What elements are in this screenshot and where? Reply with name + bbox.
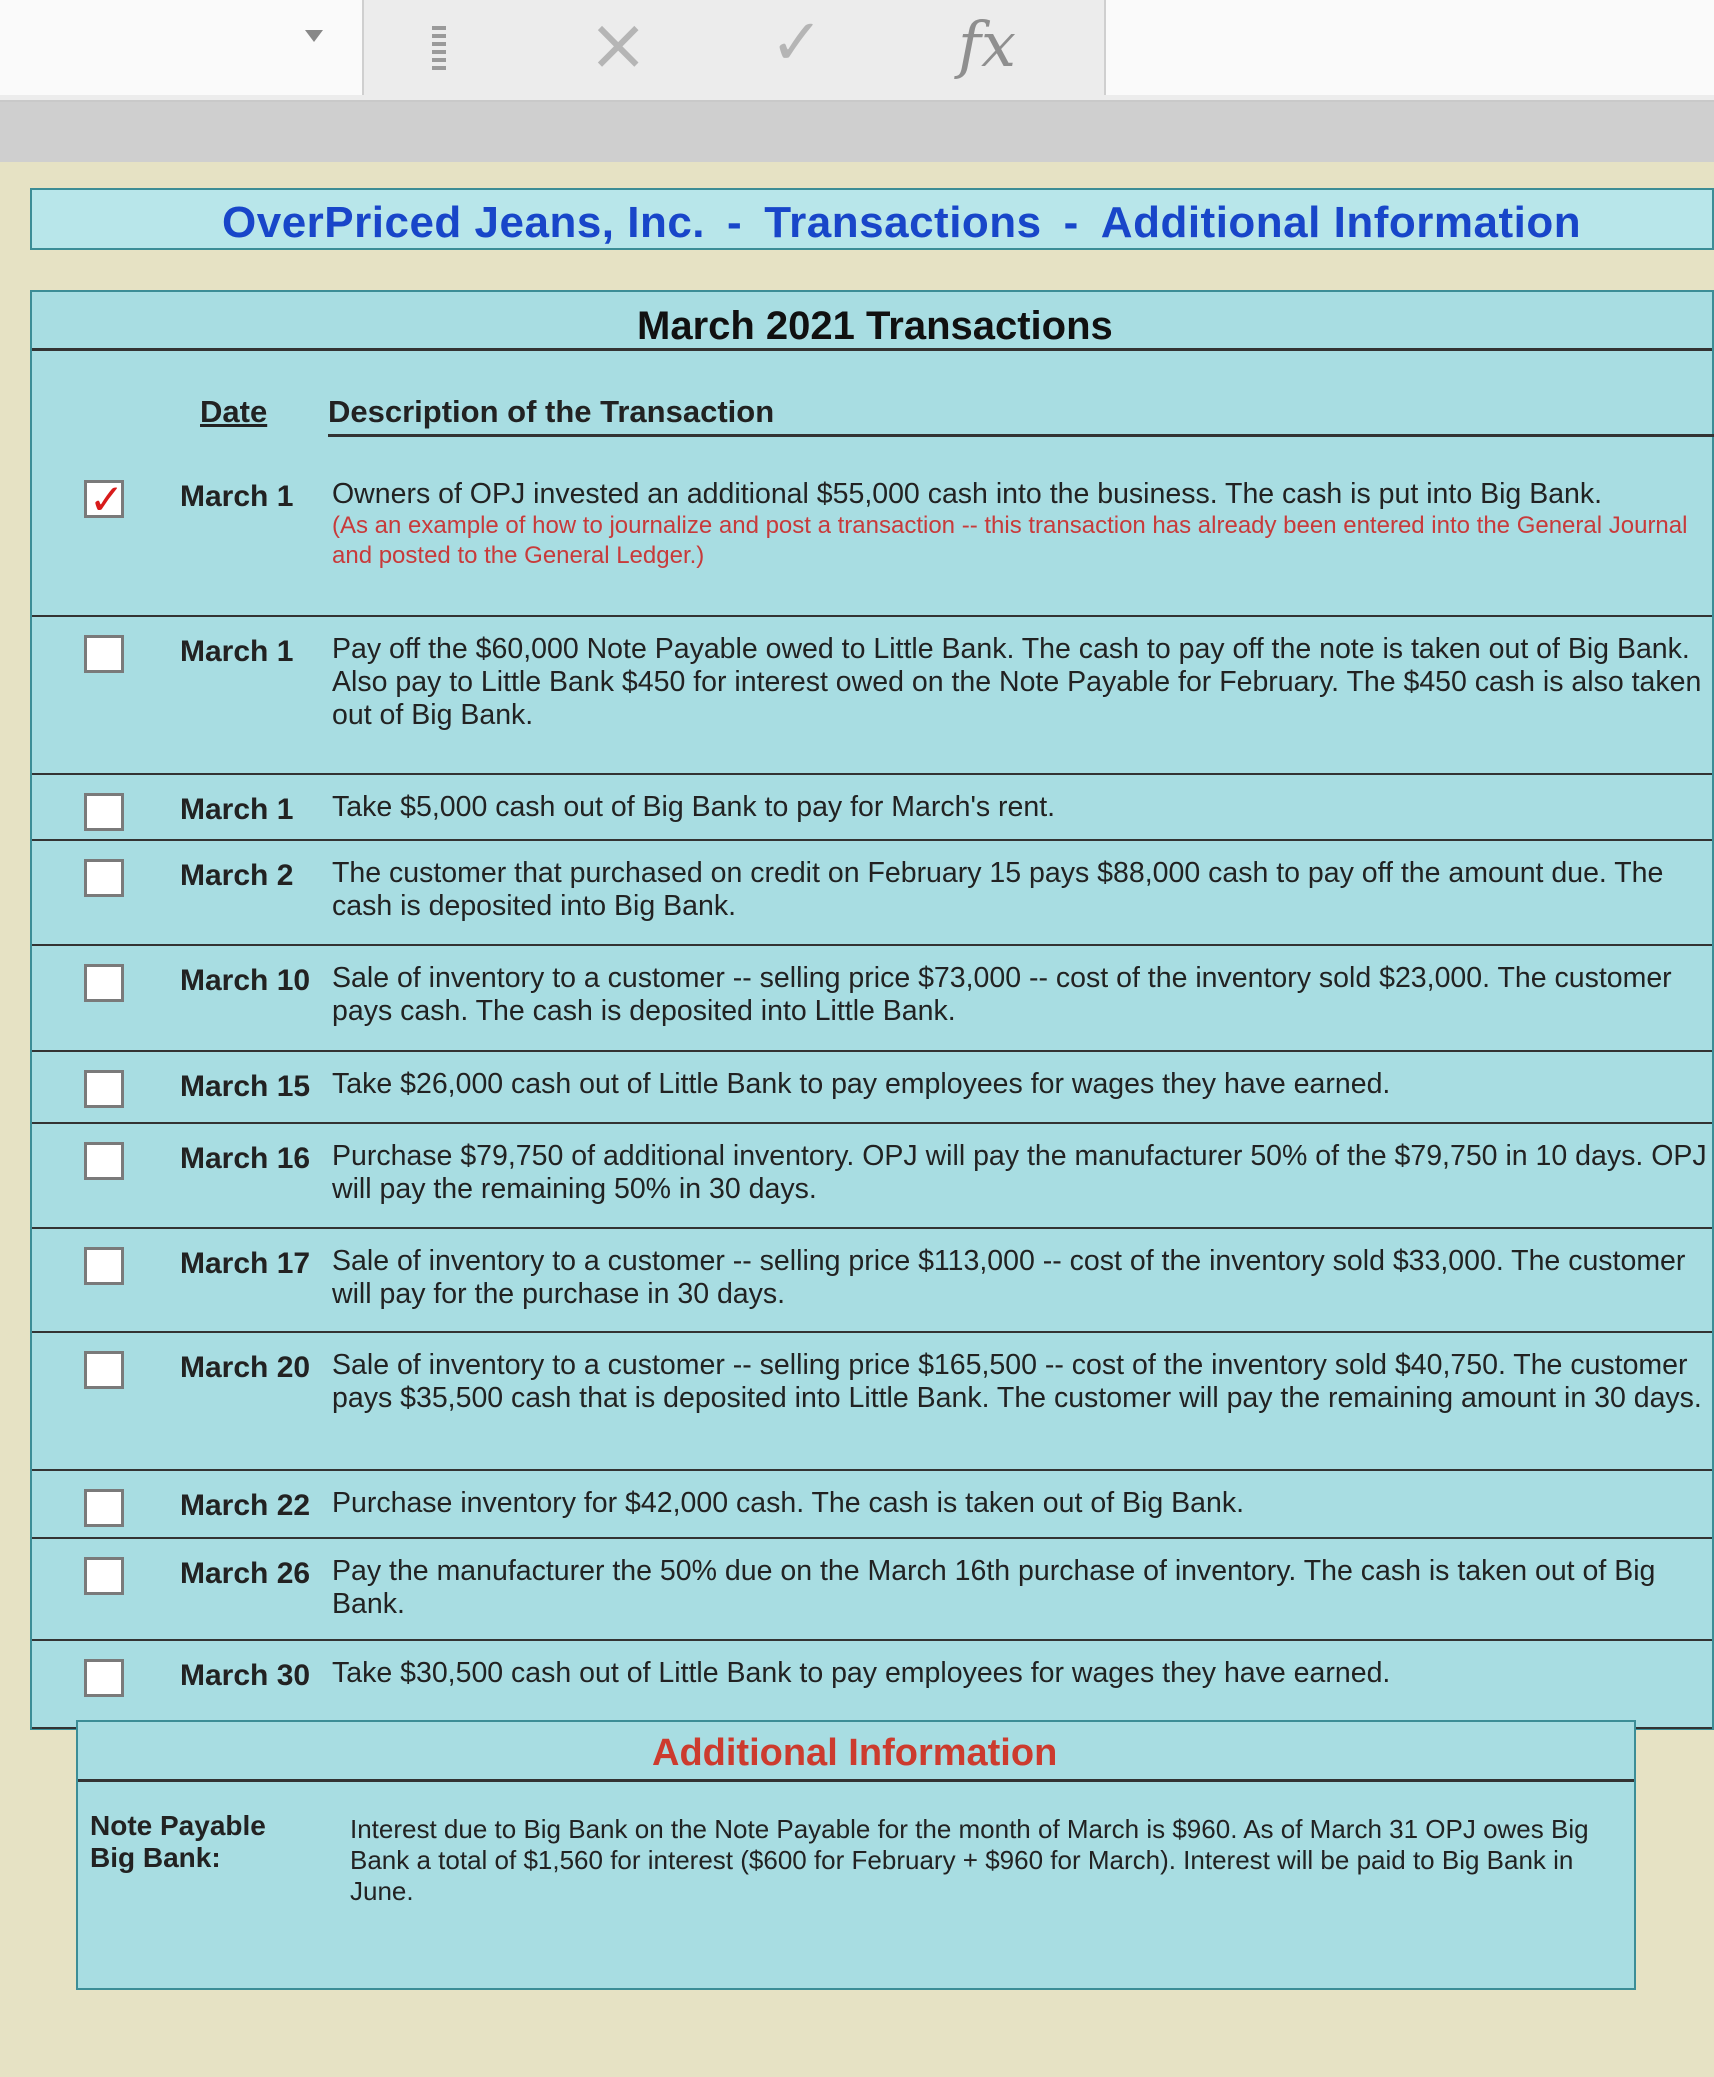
- transaction-checkbox[interactable]: [84, 964, 124, 1002]
- title-transactions: Transactions: [764, 198, 1042, 247]
- transactions-heading: [32, 292, 1712, 351]
- transaction-checkbox[interactable]: [84, 1070, 124, 1108]
- transaction-text: Take $30,500 cash out of Little Bank to pay employees for wages they have earned.: [332, 1657, 1391, 1689]
- chevron-down-icon[interactable]: [305, 30, 323, 42]
- transaction-text: Pay the manufacturer the 50% due on the March 16th purchase of inventory. The cash is taken out of Big Bank.: [332, 1555, 1656, 1620]
- company-name: OverPriced Jeans, Inc.: [222, 198, 706, 247]
- transaction-text: Pay off the $60,000 Note Payable owed to Little Bank. The cash to pay off the note is taken out of Big Bank. Also pay to Little Bank $450 for interest owed on the Note Payable for February. The $450 cash is also taken out of Big Bank.: [332, 633, 1702, 731]
- transaction-date: March 1: [180, 793, 294, 826]
- transaction-description: [332, 1555, 1712, 1621]
- transaction-date: March 26: [180, 1557, 311, 1590]
- transaction-description: [332, 857, 1712, 923]
- transaction-row: [32, 946, 1712, 1052]
- transaction-date: March 22: [180, 1489, 311, 1522]
- additional-info-panel: [76, 1720, 1636, 1990]
- transaction-date: March 20: [180, 1351, 311, 1384]
- name-box[interactable]: [0, 0, 364, 95]
- page-title: [222, 198, 1581, 248]
- transaction-date: March 17: [180, 1247, 311, 1280]
- transaction-row: [32, 1641, 1712, 1729]
- transaction-text: Purchase $79,750 of additional inventory. OPJ will pay the manufacturer 50% of the $79,750 in 10 days. OPJ will pay the remaining 50% in 30 days.: [332, 1140, 1707, 1205]
- transaction-date: March 1: [180, 480, 294, 513]
- transaction-checkbox[interactable]: [84, 1142, 124, 1180]
- title-banner: [30, 188, 1714, 250]
- transaction-row: [32, 1229, 1712, 1333]
- transaction-description: [332, 1140, 1712, 1206]
- transactions-heading-text: March 2021 Transactions: [637, 304, 1113, 348]
- additional-info-heading: [78, 1722, 1634, 1782]
- sheet-gap: [0, 102, 1714, 162]
- transaction-text: Sale of inventory to a customer -- selling price $165,500 -- cost of the inventory sold $40,750. The customer pays $35,500 cash that is deposited into Little Bank. The customer will pay the remaining amount in 30 days.: [332, 1349, 1702, 1414]
- note-payable-text: Interest due to Big Bank on the Note Payable for the month of March is $960. As of March 31 OPJ owes Big Bank a total of $1,560 for interest ($600 for February + $960 for March). Interest will be paid to Big Bank in June.: [350, 1814, 1589, 1906]
- transaction-description: [332, 1487, 1712, 1520]
- transaction-row: [32, 1052, 1712, 1124]
- transaction-row: [32, 1124, 1712, 1229]
- transaction-checkbox[interactable]: [84, 1247, 124, 1285]
- transaction-description: [332, 633, 1712, 732]
- transaction-description: [332, 1068, 1712, 1101]
- title-separator: -: [1063, 198, 1079, 247]
- transaction-row: [32, 617, 1712, 775]
- transaction-row: [32, 1471, 1712, 1539]
- transaction-checkbox[interactable]: [84, 1489, 124, 1527]
- transaction-checkbox[interactable]: [84, 1659, 124, 1697]
- transaction-description: [332, 791, 1712, 824]
- transaction-text: Sale of inventory to a customer -- selling price $73,000 -- cost of the inventory sold $23,000. The customer pays cash. The cash is deposited into Little Bank.: [332, 962, 1672, 1027]
- title-additional-info: Additional Information: [1100, 198, 1582, 247]
- transaction-date: March 10: [180, 964, 311, 997]
- transaction-description: [332, 1349, 1712, 1415]
- grip-icon[interactable]: [432, 26, 446, 70]
- formula-input[interactable]: [1104, 0, 1714, 95]
- transaction-description: [332, 962, 1712, 1028]
- transaction-text: Owners of OPJ invested an additional $55,000 cash into the business. The cash is put into Big Bank.: [332, 478, 1603, 510]
- title-separator: -: [727, 198, 743, 247]
- transaction-date: March 16: [180, 1142, 311, 1175]
- formula-bar: [0, 0, 1714, 102]
- transaction-text: Purchase inventory for $42,000 cash. The cash is taken out of Big Bank.: [332, 1487, 1245, 1519]
- transaction-date: March 1: [180, 635, 294, 668]
- transaction-checkbox[interactable]: [84, 859, 124, 897]
- transaction-description: [332, 478, 1712, 571]
- enter-icon[interactable]: ✓: [770, 6, 824, 80]
- transaction-date: March 15: [180, 1070, 311, 1103]
- transaction-text: The customer that purchased on credit on February 15 pays $88,000 cash to pay off the amount due. The cash is deposited into Big Bank.: [332, 857, 1664, 922]
- transaction-text: Sale of inventory to a customer -- selling price $113,000 -- cost of the inventory sold $33,000. The customer will pay for the purchase in 30 days.: [332, 1245, 1686, 1310]
- insert-function-icon[interactable]: fx: [958, 8, 1016, 81]
- transaction-checkbox[interactable]: [84, 793, 124, 831]
- cancel-icon[interactable]: ×: [588, 2, 649, 86]
- note-payable-label: Note Payable Big Bank:: [90, 1810, 266, 1873]
- transaction-checkbox[interactable]: [84, 480, 124, 518]
- transaction-row: [32, 1539, 1712, 1641]
- transaction-row: [32, 775, 1712, 841]
- transactions-panel: [30, 290, 1714, 1730]
- transaction-row: [32, 841, 1712, 946]
- transaction-checkbox[interactable]: [84, 1557, 124, 1595]
- transaction-row: [32, 1333, 1712, 1471]
- transaction-date: March 30: [180, 1659, 311, 1692]
- transaction-date: March 2: [180, 859, 294, 892]
- transaction-checkbox[interactable]: [84, 1351, 124, 1389]
- column-header-date: Date: [200, 394, 268, 429]
- transaction-text: Take $5,000 cash out of Big Bank to pay for March's rent.: [332, 791, 1056, 823]
- transaction-checkbox[interactable]: [84, 635, 124, 673]
- transaction-row: [32, 462, 1712, 617]
- transaction-text: Take $26,000 cash out of Little Bank to pay employees for wages they have earned.: [332, 1068, 1391, 1100]
- additional-info-heading-text: Additional Information: [652, 1732, 1058, 1774]
- transaction-description: [332, 1245, 1712, 1311]
- example-note: (As an example of how to journalize and post a transaction -- this transaction has already been entered into the General Journal and posted to the General Ledger.): [332, 512, 1688, 569]
- column-header-description: Description of the Transaction: [328, 394, 1714, 437]
- transaction-description: [332, 1657, 1712, 1690]
